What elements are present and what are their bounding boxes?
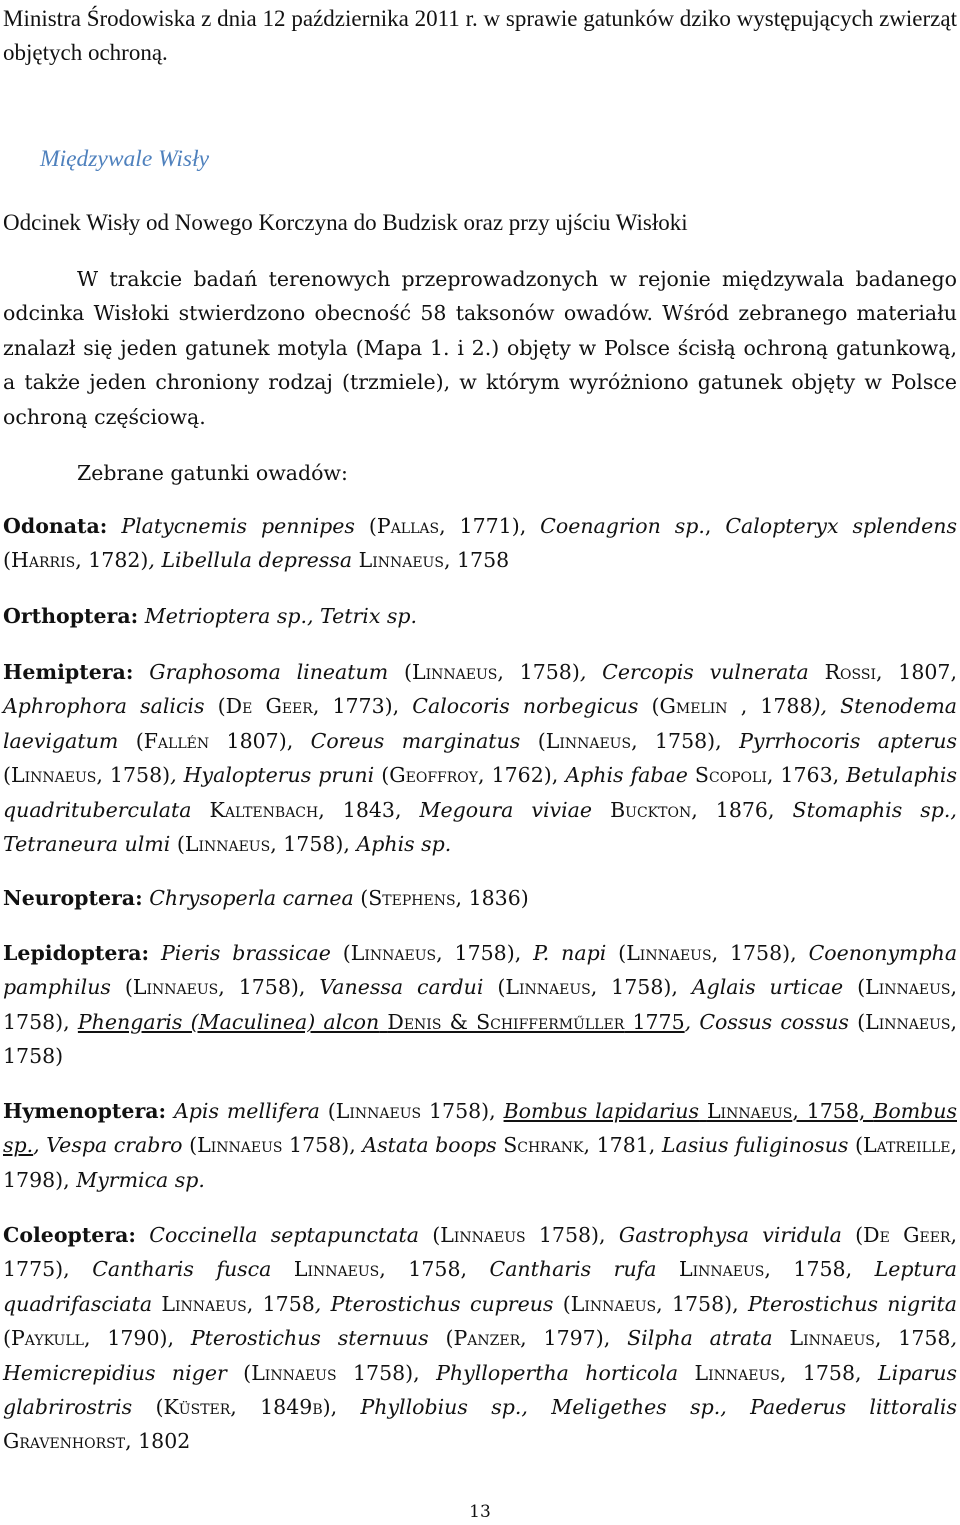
citation-text: (: [319, 1099, 336, 1123]
citation-text: 1758),: [421, 1099, 504, 1123]
species-name: , Libellula depressa: [148, 548, 353, 573]
citation-text: , 1802: [125, 1429, 191, 1454]
citation-text: 1758),: [282, 1133, 363, 1158]
citation-text: , 1773),: [312, 694, 413, 719]
author-name: Harris: [11, 548, 76, 573]
citation-text: , 1843,: [318, 797, 420, 822]
species-name: Calocoris norbegicus: [412, 694, 639, 719]
citation-text: , 1758: [443, 548, 510, 573]
species-name: , Vespa crabro: [33, 1133, 183, 1158]
species-name: Vanessa cardui: [319, 975, 484, 1000]
citation-text: , 1771),: [439, 514, 541, 538]
order-lepidoptera: [3, 936, 957, 1074]
author-name: Linnaeus: [251, 1360, 337, 1385]
citation-text: (: [3, 763, 11, 788]
citation-text: [149, 941, 161, 965]
citation-text: [773, 1326, 790, 1350]
citation-text: (: [848, 1009, 866, 1034]
author-name: Panzer: [453, 1326, 521, 1351]
author-name: Linnaeus: [132, 975, 219, 1000]
author-name: Linnaeus: [679, 1257, 765, 1282]
subsection-heading: Odcinek Wisły od Nowego Korczyna do Budzisk oraz przy ujściu Wisłoki: [3, 210, 688, 235]
citation-text: (: [606, 941, 627, 965]
author-name: Linnaeus: [184, 832, 271, 857]
citation-text: , 1876,: [691, 797, 793, 822]
citation-text: (: [848, 1133, 864, 1158]
citation-text: (: [182, 1133, 198, 1158]
citation-text: (: [374, 763, 390, 788]
citation-text: , 1758,: [379, 1257, 490, 1282]
citation-text: (: [553, 1291, 571, 1316]
citation-text: , 1790),: [83, 1326, 191, 1351]
citation-text: , 1758): [96, 763, 171, 788]
citation-text: , 1788: [727, 694, 813, 719]
citation-text: , 1758),: [631, 728, 740, 753]
order-label: Hymenoptera:: [3, 1099, 167, 1123]
author-name: Schrank: [503, 1133, 584, 1158]
author-name: Linnaeus: [197, 1133, 283, 1158]
author-name: Gravenhorst: [3, 1429, 126, 1454]
citation-text: (: [204, 694, 226, 719]
species-name: Aphis sp.: [356, 832, 452, 857]
species-list: [3, 514, 957, 572]
body-paragraph: W trakcie badań terenowych przeprowadzonych w rejonie międzywala badanego odcinka Wisłoki stwierdzono obecność 58 taksonów owadów. Wśród zebranego materiału znalazł się jeden gatunek motyla (Mapa 1. i 2.) objęty w Polsce ścisłą ochroną gatunkową, a także jeden chroniony rodzaj (trzmiele), w którym wyróżniono gatunek objęty w Polsce ochroną częściową.: [3, 267, 957, 429]
order-label: Hemiptera:: [3, 660, 134, 684]
citation-text: , 1758),: [590, 975, 692, 1000]
order-odonata: [3, 509, 957, 578]
citation-text: [657, 1257, 680, 1281]
citation-text: , 1758,: [792, 1099, 874, 1123]
author-name: De Geer: [863, 1223, 951, 1247]
species-name: Liparus glabrirostris: [3, 1360, 957, 1420]
order-label: Orthoptera:: [3, 604, 139, 628]
species-name: Coenagrion sp.: [540, 514, 705, 538]
citation-text: (: [428, 1326, 454, 1351]
citation-text: , 1758): [3, 1009, 958, 1069]
author-name: Linnaeus: [411, 660, 498, 684]
species-name: Coccinella septapunctata: [149, 1223, 419, 1247]
species-name: Pyrrhocoris apterus: [739, 728, 958, 753]
author-name: Geoffroy: [389, 763, 479, 788]
author-name: Fallén: [143, 728, 210, 753]
citation-text: , 1758),: [3, 975, 958, 1034]
species-name: P. napi: [533, 941, 607, 965]
species-name: Leptura quadrifasciata: [3, 1257, 957, 1316]
author-name: Paykull: [11, 1326, 84, 1351]
species-name: Bombus lapidarius: [503, 1099, 700, 1123]
author-name: Linnaeus: [865, 975, 951, 1000]
citation-text: (: [330, 941, 351, 965]
author-name: Linnaeus: [789, 1326, 875, 1351]
species-name: Astata boops: [362, 1133, 497, 1158]
citation-text: , 1781,: [583, 1133, 662, 1158]
citation-text: [592, 798, 610, 822]
citation-text: , 1758),: [218, 975, 320, 1000]
species-name: Bombus sp.: [3, 1099, 957, 1158]
species-name: , Cossus cossus: [684, 1009, 849, 1034]
species-name: Stomaphis sp., Tetraneura ulmi: [3, 797, 957, 857]
author-name: Linnaeus: [440, 1223, 526, 1247]
author-name: b: [312, 1395, 323, 1420]
author-name: Denis & Schifferműller: [387, 1009, 625, 1034]
species-name: Megoura viviae: [419, 797, 593, 822]
citation-text: (: [388, 660, 412, 684]
citation-text: (: [520, 728, 546, 753]
author-name: De Geer: [225, 694, 313, 719]
citation-text: ),: [322, 1395, 361, 1420]
species-name: Phyllopertha horticola: [436, 1360, 679, 1385]
species-name: Cantharis rufa: [489, 1257, 657, 1282]
intro-text: Ministra Środowiska z dnia 12 października 2011 r. w sprawie gatunków dziko występujących zwierząt objętych ochroną.: [3, 6, 957, 65]
order-label: Neuroptera:: [3, 886, 143, 910]
species-name: Platycnemis pennipes: [121, 514, 355, 538]
species-name: Phengaris (Maculinea) alcon: [77, 1009, 380, 1034]
citation-text: [166, 1099, 174, 1123]
author-name: Linnaeus: [865, 1009, 951, 1034]
species-name: Betulaphis quadrituberculata: [3, 763, 957, 822]
species-name: Aphis fabae: [565, 763, 688, 788]
citation-text: [688, 763, 695, 787]
species-name: , Hyalopterus pruni: [170, 763, 375, 788]
page-number: 13: [469, 1502, 491, 1522]
author-name: Buckton: [610, 797, 692, 822]
citation-text: 1758),: [525, 1223, 619, 1247]
citation-text: , 1758,: [779, 1360, 878, 1385]
species-name: Graphosoma lineatum: [149, 660, 389, 684]
citation-text: [678, 1361, 694, 1385]
citation-text: (: [132, 1395, 164, 1420]
species-name: ), Stenodema laevigatum: [3, 694, 958, 753]
species-list: [138, 604, 417, 628]
citation-text: (: [354, 514, 377, 538]
author-name: Linnaeus: [11, 763, 97, 788]
citation-text: [107, 514, 121, 538]
order-orthoptera: [3, 599, 957, 633]
citation-text: 1807),: [209, 728, 311, 753]
citation-text: , 1836): [455, 886, 529, 910]
author-name: Kaltenbach: [209, 797, 319, 822]
author-name: Latreille: [863, 1133, 951, 1158]
citation-text: , 1758),: [270, 832, 357, 857]
citation-text: (: [483, 975, 506, 1000]
citation-text: (: [3, 1326, 11, 1351]
species-name: , Hemicrepidius niger: [3, 1326, 957, 1385]
citation-text: [136, 1223, 149, 1247]
citation-text: , 1758: [246, 1291, 315, 1316]
citation-text: , 1758),: [711, 941, 809, 965]
citation-text: (: [226, 1360, 252, 1385]
citation-text: (: [118, 728, 144, 753]
citation-text: (: [353, 886, 369, 910]
species-list: [3, 1223, 957, 1453]
citation-text: , 1763,: [766, 763, 847, 788]
citation-text: [133, 660, 149, 684]
citation-text: , 1807,: [875, 660, 957, 684]
species-name: Coenonympha pamphilus: [3, 941, 958, 1000]
species-name: Phyllobius sp., Meligethes sp., Paederus littoralis: [360, 1395, 958, 1420]
author-name: Küster: [163, 1395, 231, 1420]
citation-text: , 1798),: [3, 1133, 957, 1192]
author-name: Pallas: [376, 514, 440, 538]
species-name: Apis mellifera: [173, 1099, 320, 1123]
order-neuroptera: [3, 881, 957, 915]
citation-text: , 1782): [75, 548, 149, 573]
citation-text: (: [110, 975, 133, 1000]
citation-text: , 1849: [230, 1395, 313, 1420]
species-name: Gastrophysa viridula: [618, 1223, 842, 1247]
species-name: Metrioptera sp., Tetrix sp.: [144, 604, 418, 628]
citation-text: , 1758,: [764, 1257, 875, 1282]
author-name: Linnaeus: [706, 1099, 793, 1123]
citation-text: , 1762),: [478, 763, 566, 788]
citation-text: , 1758),: [436, 941, 534, 965]
species-name: Cantharis fusca: [92, 1257, 272, 1282]
species-name: Lasius fuliginosus: [661, 1133, 849, 1158]
author-name: Linnaeus: [505, 975, 591, 1000]
citation-text: [152, 1292, 161, 1316]
species-name: Pieris brassicae: [161, 941, 331, 965]
citation-text: (: [170, 832, 185, 857]
species-list: [3, 660, 957, 856]
citation-text: (: [638, 694, 660, 719]
order-label: Odonata:: [3, 514, 108, 538]
citation-text: (: [843, 975, 866, 1000]
author-name: Gmelin: [659, 694, 728, 719]
citation-text: [191, 798, 209, 822]
citation-text: [809, 660, 825, 684]
author-name: Linnaeus: [626, 941, 712, 965]
author-name: Linnaeus: [335, 1099, 422, 1123]
order-coleoptera: [3, 1218, 957, 1459]
species-name: Myrmica sp.: [76, 1167, 205, 1192]
species-name: Pterostichus nigrita: [747, 1291, 957, 1316]
citation-text: , 1758),: [656, 1291, 748, 1316]
author-name: Linnaeus: [161, 1291, 247, 1316]
citation-text: (: [3, 548, 11, 573]
author-name: Linnaeus: [358, 548, 444, 573]
author-name: Linnaeus: [694, 1360, 780, 1385]
author-name: Linnaeus: [293, 1257, 380, 1282]
citation-text: , 1758: [874, 1326, 951, 1351]
species-name: Aglais urticae: [691, 975, 844, 1000]
citation-text: ,: [704, 514, 726, 538]
citation-text: [699, 1099, 707, 1123]
citation-text: , 1775),: [3, 1223, 957, 1282]
species-list: [143, 886, 529, 910]
author-name: Linnaeus: [545, 728, 632, 753]
species-name: Coreus marginatus: [310, 728, 521, 753]
citation-text: [271, 1257, 294, 1281]
author-name: Scopoli: [694, 763, 767, 788]
species-name: , Pterostichus cupreus: [314, 1291, 554, 1316]
author-name: Stephens: [368, 886, 456, 910]
species-name: Chrysoperla carnea: [149, 886, 354, 910]
order-hemiptera: [3, 655, 957, 861]
citation-text: , 1797),: [520, 1326, 628, 1351]
species-name: Pterostichus sternuus: [190, 1326, 429, 1351]
order-label: Lepidoptera:: [3, 941, 150, 965]
order-label: Coleoptera:: [3, 1223, 136, 1247]
citation-text: (: [418, 1223, 441, 1247]
author-name: Rossi: [824, 660, 876, 684]
order-hymenoptera: [3, 1094, 957, 1197]
species-name: , Cercopis vulnerata: [579, 660, 809, 684]
species-name: Calopteryx splendens: [725, 514, 958, 538]
author-name: Linnaeus: [350, 941, 437, 965]
citation-text: , 1758): [497, 660, 580, 684]
list-intro: Zebrane gatunki owadów:: [77, 461, 348, 485]
author-name: Linnaeus: [570, 1291, 657, 1316]
citation-text: 1758),: [336, 1360, 437, 1385]
citation-text: 1775: [624, 1009, 685, 1034]
species-name: Silpha atrata: [627, 1326, 773, 1351]
section-heading: Międzywale Wisły: [40, 146, 210, 172]
citation-text: (: [841, 1223, 864, 1247]
species-name: Aphrophora salicis: [3, 694, 205, 719]
